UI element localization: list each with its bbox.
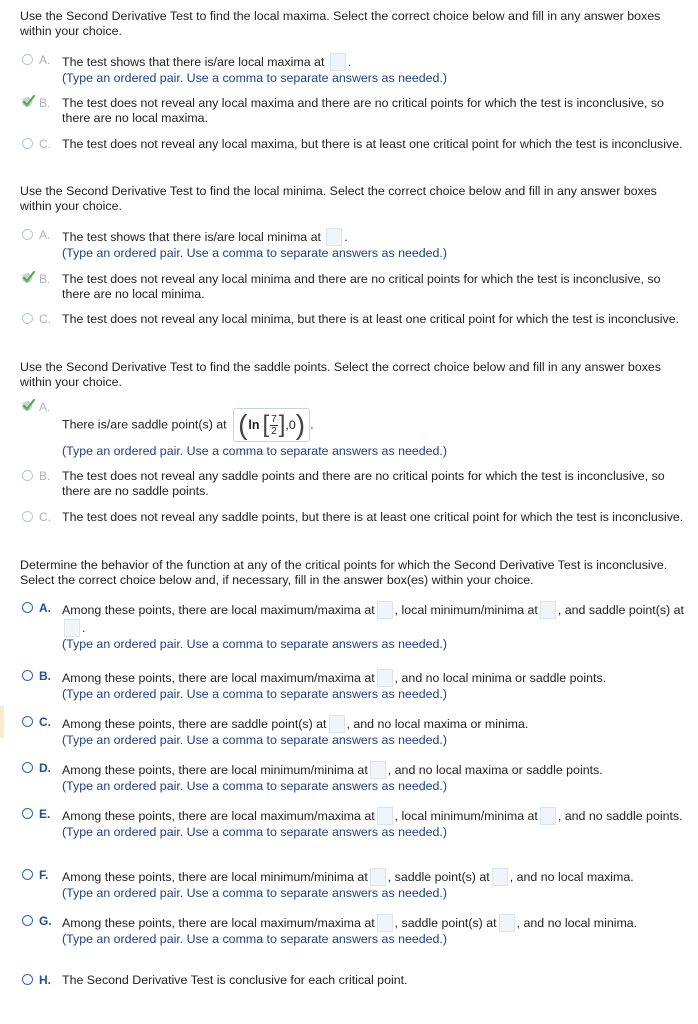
q1-radio-a[interactable] [22,54,33,65]
q4-g-text-2: , saddle point(s) at [394,916,497,930]
q4-prompt: Determine the behavior of the function at any of the critical points for which the Second Derivative Test is inconclusive. Select the correct choice below and, if necessary, fill in the answer box(es) within your choice. [20,558,668,587]
q4-letter-g: G. [39,914,52,928]
q2-c-text: The test does not reveal any local minima, but there is at least one critical point for which the test is inconclusive. [62,312,680,326]
q3-prompt: Use the Second Derivative Test to find the saddle points. Select the correct choice below and fill in any answer boxes within your choice. [20,360,661,389]
q4-a-box-1[interactable] [377,601,393,619]
q4-e-box-1[interactable] [377,807,393,825]
q3-radio-c[interactable] [22,511,33,522]
q4-h-text: The Second Derivative Test is conclusive for each critical point. [62,973,408,987]
left-bracket: [ [262,411,270,438]
q4-letter-d: D. [39,761,51,775]
q4-g-text-1: Among these points, there are local maximum/maxima at [62,916,375,930]
q4-f-text-1: Among these points, there are local minimum/minima at [62,870,368,884]
q1-b-text: The test does not reveal any local maxima and there are no critical points for which the test is inconclusive, so there are no local maxima. [62,96,664,125]
q1-letter-a: A. [39,53,51,67]
open-paren: ( [238,409,248,440]
q4-a-text-3: , and saddle point(s) at [557,603,684,617]
q2-radio-c[interactable] [22,313,33,324]
q4-g-text-3: , and no local minima. [516,916,638,930]
q1-prompt: Use the Second Derivative Test to find the local maxima. Select the correct choice below and fill in any answer boxes within your choice. [20,9,661,38]
q4-d-text-2: , and no local maxima or saddle points. [387,763,603,777]
q1-letter-c: C. [39,137,51,151]
fraction-numerator: 7 [271,413,277,425]
q4-g-hint: (Type an ordered pair. Use a comma to separate answers as needed.) [62,932,448,946]
q4-f-hint: (Type an ordered pair. Use a comma to separate answers as needed.) [62,886,448,900]
answer-rest: ,0 [285,417,296,432]
checkmark-icon [21,94,36,109]
q4-d-text-1: Among these points, there are local minimum/minima at [62,763,368,777]
period: . [347,55,352,69]
right-bracket: ] [278,411,286,438]
q4-letter-h: H. [39,973,51,987]
q4-e-text-3: , and no saddle points. [557,809,683,823]
left-highlight-bar [0,706,4,738]
q3-letter-b: B. [39,469,51,483]
q4-a-box-3[interactable] [64,619,80,637]
q4-radio-f[interactable] [22,869,33,880]
q4-letter-c: C. [39,715,51,729]
q3-a-answer-box[interactable] [233,408,310,442]
q3-b-text: The test does not reveal any saddle points and there are no critical points for which the test is inconclusive, so there are no saddle points. [62,469,665,498]
ln-text: ln [248,417,260,432]
q3-a-hint: (Type an ordered pair. Use a comma to separate answers as needed.) [62,444,448,458]
close-paren: ) [295,409,306,440]
fraction [270,414,278,437]
q1-radio-c[interactable] [22,138,33,149]
q1-a-text: The test shows that there is/are local maxima at [62,55,325,69]
q2-a-hint: (Type an ordered pair. Use a comma to separate answers as needed.) [62,246,448,260]
checkmark-icon [21,398,36,413]
q4-f-text-3: , and no local maxima. [509,870,634,884]
q4-f-text-2: , saddle point(s) at [387,870,490,884]
q4-letter-a: A. [39,601,51,615]
q4-f-box-2[interactable] [492,868,508,886]
q3-c-text: The test does not reveal any saddle points, but there is at least one critical point for which the test is inconclusive. [62,510,684,524]
q2-a-text: The test shows that there is/are local minima at [62,230,321,244]
q1-letter-b: B. [39,96,51,110]
q4-c-text-2: , and no local maxima or minima. [346,717,529,731]
q4-b-text-1: Among these points, there are local maximum/maxima at [62,671,375,685]
q1-a-hint: (Type an ordered pair. Use a comma to separate answers as needed.) [62,71,448,85]
q4-e-hint: (Type an ordered pair. Use a comma to separate answers as needed.) [62,825,448,839]
q3-radio-b[interactable] [22,470,33,481]
q4-c-box-1[interactable] [329,715,345,733]
q2-prompt: Use the Second Derivative Test to find the local minima. Select the correct choice below and fill in any answer boxes within your choice. [20,184,657,213]
q4-a-text-4: . [82,621,86,635]
q4-b-box-1[interactable] [377,669,393,687]
q4-radio-g[interactable] [22,915,33,926]
q1-a-answer-box[interactable] [330,53,346,71]
q4-g-box-1[interactable] [377,914,393,932]
q4-g-box-2[interactable] [499,914,515,932]
q4-e-box-2[interactable] [540,807,556,825]
q4-radio-e[interactable] [22,808,33,819]
q4-a-text-1: Among these points, there are local maximum/maxima at [62,603,375,617]
q4-a-text-2: , local minimum/minima at [394,603,538,617]
period: . [310,417,314,432]
q4-a-box-2[interactable] [540,601,556,619]
q4-b-text-2: , and no local minima or saddle points. [394,671,607,685]
q4-a-hint: (Type an ordered pair. Use a comma to separate answers as needed.) [62,637,448,651]
fraction-denominator: 2 [271,425,277,437]
q4-b-hint: (Type an ordered pair. Use a comma to separate answers as needed.) [62,687,448,701]
q3-letter-c: C. [39,510,51,524]
q3-a-text: There is/are saddle point(s) at [62,417,227,432]
q4-c-text-1: Among these points, there are saddle point(s) at [62,717,327,731]
q4-letter-b: B. [39,669,51,683]
q4-radio-h[interactable] [22,974,33,985]
q2-letter-a: A. [39,228,51,242]
q4-radio-a[interactable] [22,602,33,613]
q2-radio-a[interactable] [22,229,33,240]
q4-d-box-1[interactable] [370,761,386,779]
q4-f-box-1[interactable] [370,868,386,886]
q2-letter-c: C. [39,312,51,326]
q3-letter-a: A. [39,400,51,414]
q4-letter-e: E. [39,807,51,821]
q4-radio-d[interactable] [22,762,33,773]
q1-c-text: The test does not reveal any local maxima, but there is at least one critical point for which the test is inconclusive. [62,137,683,151]
period: . [344,230,348,244]
q4-d-hint: (Type an ordered pair. Use a comma to separate answers as needed.) [62,779,448,793]
q4-letter-f: F. [39,868,49,882]
q4-radio-c[interactable] [22,716,33,727]
q4-e-text-2: , local minimum/minima at [394,809,538,823]
q4-radio-b[interactable] [22,670,33,681]
q2-b-text: The test does not reveal any local minima and there are no critical points for which the test is inconclusive, so there are no local minima. [62,272,661,301]
q2-a-answer-box[interactable] [326,228,342,246]
q4-e-text-1: Among these points, there are local maximum/maxima at [62,809,375,823]
checkmark-icon [21,270,36,285]
q4-c-hint: (Type an ordered pair. Use a comma to separate answers as needed.) [62,733,448,747]
q2-letter-b: B. [39,272,51,286]
